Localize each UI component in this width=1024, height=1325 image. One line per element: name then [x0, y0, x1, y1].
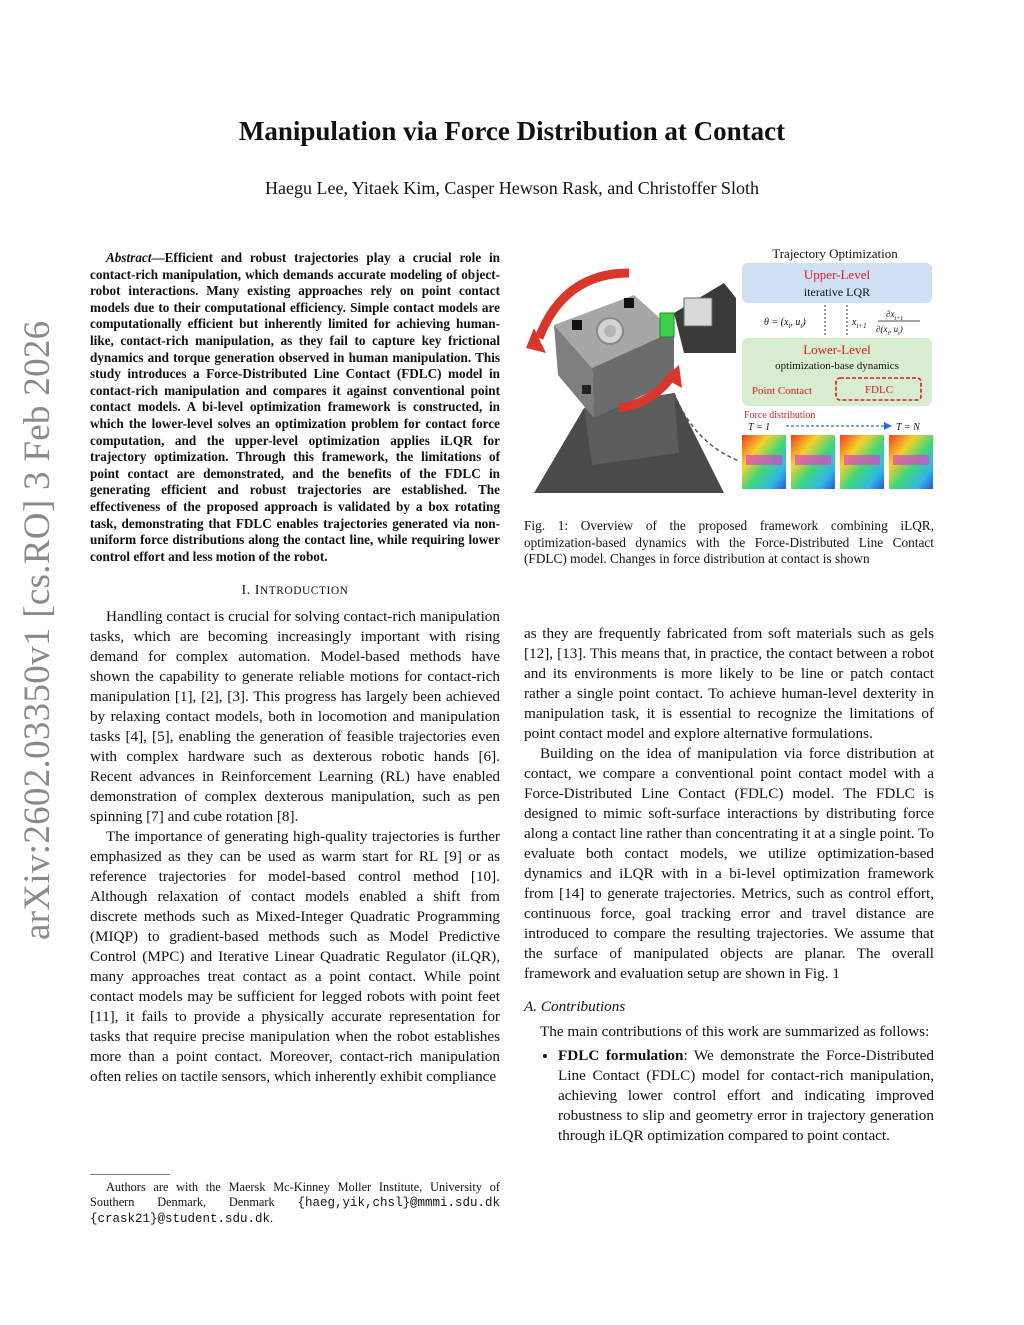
arxiv-identifier: arXiv:2602.03350v1 [cs.RO] 3 Feb 2026 — [17, 320, 58, 940]
email-link-mmmi[interactable]: {haeg,yik,chsl}@mmmi.sdu.dk — [297, 1196, 500, 1210]
contributions-intro: The main contributions of this work are summarized as follows: — [540, 1023, 930, 1040]
marker-icon-1 — [572, 320, 582, 330]
contact-bar-3 — [844, 455, 880, 465]
intro-paragraph-2: The importance of generating high-quality trajectories is further emphasized as they can be used as warm start for RL [9] or as reference trajectories for model-based control method [10]. Although relaxation of contact models enabled a shift from discrete methods such as Mixed-Integer Quadratic Programming (MIQP) to gradient-based methods such as Model Predictive Control (MPC) and Iterative Linear Quadratic Regulator (iLQR), many approaches treat contact as a point contact. While point contact models may be sufficient for legged robots with point feet [11], it fails to provide a physically accurate representation for tasks that require precise manipulation when the robot establishes more than a point contact. Moreover, contact-rich manipulation often relies on tactile sensors, which inherently exhibit compliance — [90, 828, 500, 1086]
iterative-lqr-label: iterative LQR — [803, 285, 871, 299]
upper-level-label: Upper-Level — [803, 267, 871, 282]
traj-opt-label: Trajectory Optimization — [772, 246, 898, 261]
contact-bar-4 — [893, 455, 929, 465]
author-footnote: Authors are with the Maersk Mc-Kinney Moller Institute, University of Southern Denmark, Denmark {haeg,yik,chsl}@mmmi.sdu.dk {crask21}@student.sdu.dk. — [90, 1180, 500, 1226]
marker-icon-2 — [624, 298, 634, 308]
t-start-label: T = 1 — [748, 422, 771, 433]
x-next-label: $x_{t+1}$ — [852, 317, 867, 330]
partial-denominator: $\partial(x_t$, $u_t$) — [876, 324, 903, 337]
figure-1-graphic — [524, 243, 934, 493]
point-contact-label: Point Contact — [751, 385, 813, 397]
bolt-center — [604, 325, 616, 337]
abstract-label: Abstract — [106, 250, 152, 265]
t-end-label: T = N — [896, 422, 920, 433]
abstract-text: —Efficient and robust trajectories play a crucial role in contact-rich manipulation, which demands accurate modeling of object-robot interactions. Many existing approaches rely on point contact models due to their computational efficiency. Simple contact models are computationally efficient but inherently limited for achieving human-like, contact-rich manipulation, as they fail to capture key frictional dynamics and torque generation observed in human manipulation. This study introduces a Force-Distributed Line Contact (FDLC) model in contact-rich manipulation and compares it against conventional point contact models. A bi-level optimization framework is constructed, in which the lower-level solves an optimization problem for contact force computation, and the upper-level optimization applies iLQR for trajectory optimization. Through this framework, the limitations of point contact are demonstrated, and the benefits of the FDLC in generating efficient and robust trajectories are established. The effectiveness of the proposed approach is validated by a box rotating task, demonstrating that FDLC enables trajectories generated via non-uniform force distributions along the contact line, while requiring lower control effort and less motion of the robot. — [90, 250, 500, 564]
force-distribution-label: Force distribution — [744, 410, 816, 421]
contact-bar-2 — [795, 455, 831, 465]
marker-icon-3 — [582, 385, 591, 394]
theta-equation: $\theta = (x_t$, $u_t$) — [764, 317, 806, 330]
intro-paragraph-4: Building on the idea of manipulation via force distribution at contact, we compare a conventional point contact model with a Force-Distributed Line Contact (FDLC) model. The FDLC is designed to mimic soft-surface interactions by distributing force along a contact line rather than concentrating it at a single point. To evaluate both contact models, we utilize optimization-based dynamics and iLQR with in a bi-level optimization framework from [14] to generate trajectories. Metrics, such as control effort, continuous force, goal tracking error and travel distance are introduced to compare the resulting trajectories. We assume that the surface of manipulated objects are planar. The overall framework and evaluation setup are shown in Fig. 1 — [524, 745, 934, 982]
intro-paragraph-1: Handling contact is crucial for solving contact-rich manipulation tasks, which are becoming increasingly important with rising demand for complex automation. Model-based methods have shown the capability to generate reliable motions for contact-rich manipulation [1], [2], [3]. This progress has largely been achieved by relaxing contact models, both in locomotion and manipulation tasks [4], [5], enabling the generation of feasible trajectories even with complex hardware such as dexterous robotic hands [6]. Recent advances in Reinforcement Learning (RL) have enabled demonstration of complex dexterous manipulation, such as pen spinning [7] and cube rotation [8]. — [90, 608, 500, 826]
robot-gripper-icon — [684, 298, 712, 326]
tactile-sensor-icon — [660, 313, 674, 337]
paper-title: Manipulation via Force Distribution at Contact — [238, 116, 786, 146]
author-list: Haegu Lee, Yitaek Kim, Casper Hewson Rask, and Christoffer Sloth — [265, 178, 759, 198]
left-column — [90, 250, 500, 1087]
right-column — [524, 624, 934, 1146]
time-arrowhead — [884, 422, 892, 430]
footnote-rule — [90, 1174, 170, 1175]
subsection-heading-contributions: A. Contributions — [524, 998, 626, 1015]
figure-1-caption: Fig. 1: Overview of the proposed framework combining iLQR, optimization-based dynamics with the Force-Distributed Line Contact (FDLC) model. Changes in force distribution at contact is shown — [524, 518, 934, 567]
contributions-list — [524, 1046, 934, 1146]
contact-bar-1 — [746, 455, 782, 465]
figure-1 — [524, 243, 934, 493]
contribution-item: • FDLC formulation: We demonstrate the Force-Distributed Line Contact (FDLC) model for contact-rich manipulation, achieving lower control effort and indicating improved robustness to slip and geometry error in trajectory generation through iLQR optimization compared to point contact. — [558, 1046, 934, 1146]
partial-numerator: $\partial x_{t+1}$ — [886, 309, 904, 322]
opt-dyn-label: optimization-base dynamics — [775, 360, 899, 372]
intro-paragraph-3: as they are frequently fabricated from soft materials such as gels [12], [13]. This means that, in practice, the contact between a robot and its environments is more likely to be line or patch contact rather a single point contact. To achieve human-level dexterity in manipulation task, it is essential to recognize the limitations of point contact model and explore alternative formulations. — [524, 625, 934, 742]
fdlc-label: FDLC — [864, 384, 894, 396]
section-heading-introduction: I. INTRODUCTION — [241, 583, 349, 599]
abstract — [90, 250, 500, 565]
lower-level-label: Lower-Level — [803, 342, 871, 357]
email-link-student[interactable]: {crask21}@student.sdu.dk — [90, 1212, 271, 1226]
